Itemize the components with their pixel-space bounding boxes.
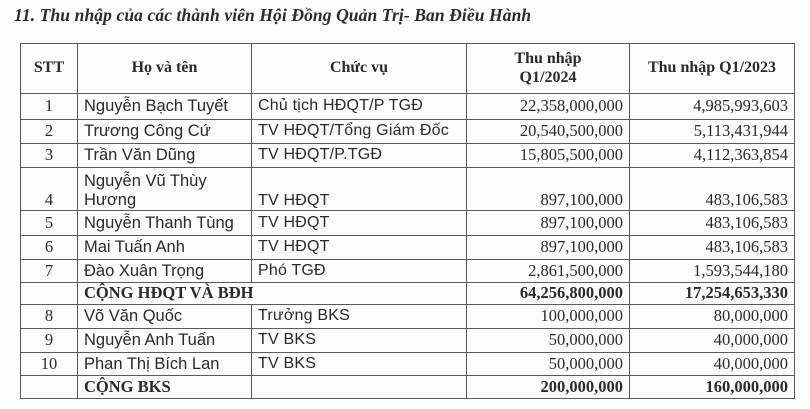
cell-name: Võ Văn Quốc xyxy=(78,305,252,329)
total-supervisory-label: CỘNG BKS xyxy=(78,376,252,399)
table-row xyxy=(21,120,795,144)
table-row xyxy=(21,211,795,236)
cell-stt: 9 xyxy=(21,329,78,353)
cell-q1-2024: 22,358,000,000 xyxy=(467,94,630,120)
cell-q1-2023: 5,113,431,944 xyxy=(630,120,795,144)
total-supervisory-q1-2023: 160,000,000 xyxy=(630,376,795,399)
cell-name: Nguyễn Anh Tuấn xyxy=(78,329,252,353)
cell-position: TV HĐQT xyxy=(252,211,467,236)
cell-stt: 4 xyxy=(21,168,78,211)
cell-name: Nguyễn Thanh Tùng xyxy=(78,211,252,236)
cell-position-empty xyxy=(252,376,467,399)
cell-q1-2023: 4,112,363,854 xyxy=(630,144,795,168)
income-table xyxy=(20,43,795,399)
cell-q1-2024: 897,100,000 xyxy=(467,236,630,260)
table-row xyxy=(21,94,795,120)
cell-q1-2024: 897,100,000 xyxy=(467,211,630,236)
cell-q1-2023: 80,000,000 xyxy=(630,305,795,329)
cell-stt: 1 xyxy=(21,94,78,120)
cell-name: Phan Thị Bích Lan xyxy=(78,353,252,376)
table-row xyxy=(21,305,795,329)
cell-q1-2024: 15,805,500,000 xyxy=(467,144,630,168)
header-income-2024-line1: Thu nhập xyxy=(514,50,582,68)
cell-position: Chủ tịch HĐQT/P TGĐ xyxy=(252,94,467,120)
cell-q1-2023: 4,985,993,603 xyxy=(630,94,795,120)
cell-stt: 10 xyxy=(21,353,78,376)
cell-name: Trương Công Cứ xyxy=(78,120,252,144)
cell-position: Phó TGĐ xyxy=(252,260,467,283)
cell-name-line1: Nguyễn Vũ Thùy xyxy=(84,172,207,191)
cell-stt: 5 xyxy=(21,211,78,236)
cell-position: TV HĐQT xyxy=(252,236,467,260)
cell-q1-2023: 483,106,583 xyxy=(630,211,795,236)
section-title: 11. Thu nhập của các thành viên Hội Đồng Quản Trị- Ban Điều Hành xyxy=(14,5,532,25)
cell-stt-empty xyxy=(21,283,78,305)
header-income-2024-line2: Q1/2024 xyxy=(519,68,577,86)
cell-position: TV BKS xyxy=(252,329,467,353)
cell-name: Trần Văn Dũng xyxy=(78,144,252,168)
cell-stt: 6 xyxy=(21,236,78,260)
cell-stt: 3 xyxy=(21,144,78,168)
cell-stt: 7 xyxy=(21,260,78,283)
cell-stt: 2 xyxy=(21,120,78,144)
cell-name xyxy=(78,168,252,211)
table-header-row xyxy=(21,44,795,94)
cell-q1-2023: 40,000,000 xyxy=(630,353,795,376)
cell-name: Nguyễn Bạch Tuyết xyxy=(78,94,252,120)
cell-name: Đào Xuân Trọng xyxy=(78,260,252,283)
cell-q1-2023: 483,106,583 xyxy=(630,168,795,211)
cell-name-line2: Hương xyxy=(84,191,137,210)
total-row-board xyxy=(21,283,795,305)
cell-stt-empty xyxy=(21,376,78,399)
table-row xyxy=(21,329,795,353)
cell-q1-2023: 40,000,000 xyxy=(630,329,795,353)
cell-q1-2024: 100,000,000 xyxy=(467,305,630,329)
cell-q1-2023: 1,593,544,180 xyxy=(630,260,795,283)
total-row-supervisory xyxy=(21,376,795,399)
cell-position: TV BKS xyxy=(252,353,467,376)
table-row xyxy=(21,168,795,211)
total-board-q1-2024: 64,256,800,000 xyxy=(467,283,630,305)
cell-q1-2024: 2,861,500,000 xyxy=(467,260,630,283)
cell-stt: 8 xyxy=(21,305,78,329)
cell-q1-2024: 50,000,000 xyxy=(467,353,630,376)
total-board-q1-2023: 17,254,653,330 xyxy=(630,283,795,305)
total-board-label: CỘNG HĐQT VÀ BĐH xyxy=(78,283,467,305)
cell-position: TV HĐQT/P.TGĐ xyxy=(252,144,467,168)
cell-position: TV HĐQT/Tổng Giám Đốc xyxy=(252,120,467,144)
cell-q1-2024: 50,000,000 xyxy=(467,329,630,353)
table-row xyxy=(21,353,795,376)
table-row xyxy=(21,236,795,260)
cell-position: Trưởng BKS xyxy=(252,305,467,329)
cell-q1-2024: 897,100,000 xyxy=(467,168,630,211)
table-row xyxy=(21,260,795,283)
cell-position: TV HĐQT xyxy=(252,168,467,211)
table-row xyxy=(21,144,795,168)
cell-q1-2024: 20,540,500,000 xyxy=(467,120,630,144)
header-income-2024 xyxy=(467,44,630,94)
header-position: Chức vụ xyxy=(252,44,467,94)
total-supervisory-q1-2024: 200,000,000 xyxy=(467,376,630,399)
header-stt: STT xyxy=(21,44,78,94)
cell-name: Mai Tuấn Anh xyxy=(78,236,252,260)
header-name: Họ và tên xyxy=(78,44,252,94)
header-income-2023: Thu nhập Q1/2023 xyxy=(630,44,795,94)
cell-q1-2023: 483,106,583 xyxy=(630,236,795,260)
